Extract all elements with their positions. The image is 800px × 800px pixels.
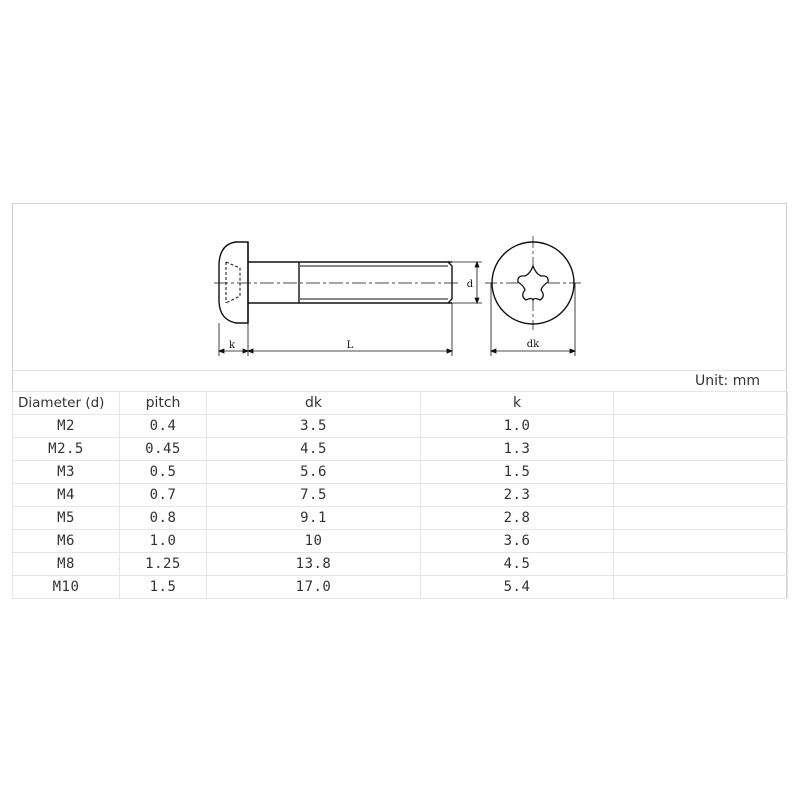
cell-empty bbox=[614, 576, 788, 599]
cell-k: 2.8 bbox=[421, 507, 614, 530]
unit-label: Unit: mm bbox=[695, 373, 760, 389]
unit-row bbox=[12, 370, 787, 392]
dimension-label-k: k bbox=[228, 340, 236, 351]
table-row bbox=[13, 576, 788, 599]
cell-diameter: M6 bbox=[13, 530, 120, 553]
header-k: k bbox=[421, 392, 614, 415]
cell-diameter: M2 bbox=[13, 415, 120, 438]
dimension-label-d: d bbox=[466, 279, 474, 290]
cell-k: 4.5 bbox=[421, 553, 614, 576]
cell-pitch: 1.5 bbox=[120, 576, 207, 599]
table-row bbox=[13, 530, 788, 553]
screw-side-view bbox=[214, 242, 458, 323]
header-diameter: Diameter (d) bbox=[13, 392, 120, 415]
cell-k: 2.3 bbox=[421, 484, 614, 507]
cell-diameter: M4 bbox=[13, 484, 120, 507]
table-header-row bbox=[13, 392, 788, 415]
cell-k: 1.5 bbox=[421, 461, 614, 484]
spec-table bbox=[12, 391, 788, 599]
cell-dk: 17.0 bbox=[207, 576, 421, 599]
cell-dk: 13.8 bbox=[207, 553, 421, 576]
cell-dk: 5.6 bbox=[207, 461, 421, 484]
cell-diameter: M8 bbox=[13, 553, 120, 576]
torx-recess-icon bbox=[518, 266, 548, 300]
dimension-label-L: L bbox=[346, 340, 354, 351]
cell-pitch: 0.5 bbox=[120, 461, 207, 484]
cell-diameter: M10 bbox=[13, 576, 120, 599]
cell-empty bbox=[614, 530, 788, 553]
cell-dk: 3.5 bbox=[207, 415, 421, 438]
cell-empty bbox=[614, 461, 788, 484]
cell-dk: 7.5 bbox=[207, 484, 421, 507]
table-row bbox=[13, 507, 788, 530]
cell-k: 5.4 bbox=[421, 576, 614, 599]
table-row bbox=[13, 553, 788, 576]
cell-empty bbox=[614, 438, 788, 461]
table-row bbox=[13, 461, 788, 484]
cell-dk: 10 bbox=[207, 530, 421, 553]
cell-dk: 4.5 bbox=[207, 438, 421, 461]
cell-diameter: M2.5 bbox=[13, 438, 120, 461]
cell-empty bbox=[614, 484, 788, 507]
cell-k: 1.3 bbox=[421, 438, 614, 461]
cell-empty bbox=[614, 553, 788, 576]
cell-pitch: 0.7 bbox=[120, 484, 207, 507]
header-empty bbox=[614, 392, 788, 415]
cell-pitch: 0.45 bbox=[120, 438, 207, 461]
cell-k: 3.6 bbox=[421, 530, 614, 553]
screw-top-view bbox=[485, 236, 581, 330]
cell-diameter: M3 bbox=[13, 461, 120, 484]
cell-pitch: 1.25 bbox=[120, 553, 207, 576]
cell-diameter: M5 bbox=[13, 507, 120, 530]
cell-pitch: 0.4 bbox=[120, 415, 207, 438]
cell-empty bbox=[614, 507, 788, 530]
cell-pitch: 0.8 bbox=[120, 507, 207, 530]
cell-k: 1.0 bbox=[421, 415, 614, 438]
dimension-label-dk: dk bbox=[526, 339, 540, 350]
header-dk: dk bbox=[207, 392, 421, 415]
header-pitch: pitch bbox=[120, 392, 207, 415]
cell-pitch: 1.0 bbox=[120, 530, 207, 553]
cell-empty bbox=[614, 415, 788, 438]
table-row bbox=[13, 484, 788, 507]
cell-dk: 9.1 bbox=[207, 507, 421, 530]
table-row bbox=[13, 438, 788, 461]
screw-technical-drawing bbox=[0, 0, 800, 370]
table-row bbox=[13, 415, 788, 438]
